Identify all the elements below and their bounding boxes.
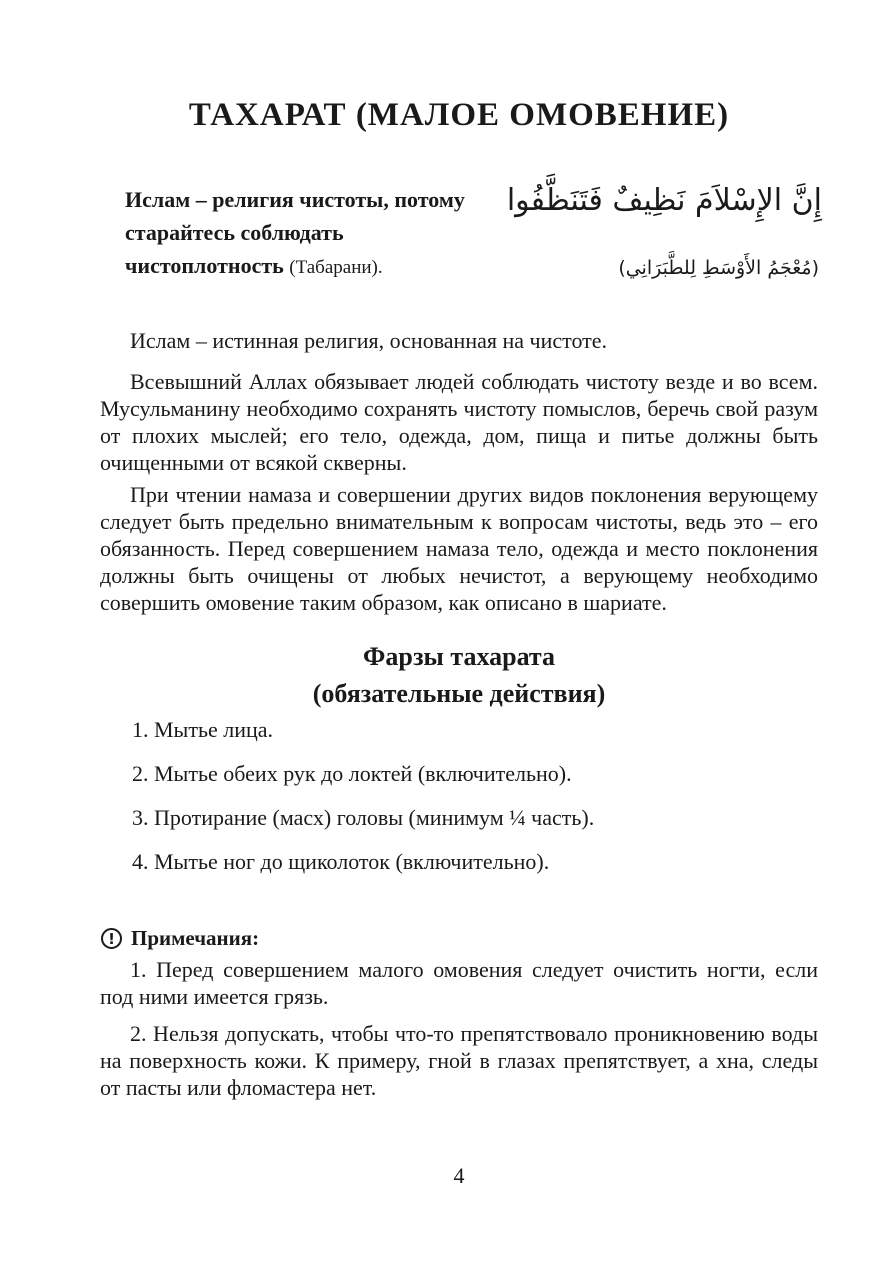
fard-subheading: (обязательные действия) xyxy=(312,679,606,708)
paragraph-2: При чтении намаза и совершении других видов поклонения верующему следует быть предельно внимательным к вопросам чистоты, ведь это – его обязанность. Перед совершением намаза тело, одежда и место поклонения должны быть очищены от любых нечистот, а верующему необходимо совершить омовение таким образом, как описано в шариате. xyxy=(100,482,818,615)
arabic-hadith: إِنَّ الإِسْلاَمَ نَظِيفٌ فَتَنَظَّفُوا xyxy=(506,183,822,218)
note-item: 1. Перед совершением малого омовения следует очистить ногти, если под ними имеется грязь. xyxy=(100,957,818,1009)
paragraph-1: Всевышний Аллах обязывает людей соблюдать чистоту везде и во всем. Мусульманину необходимо сохранять чистоту помыслов, беречь свой разум от плохих мыслей; его тело, одежда, дом, пища и питье должны быть очищенными от всякой скверны. xyxy=(100,369,818,475)
fard-item: 1. Мытье лица. xyxy=(132,717,274,742)
page-number: 4 xyxy=(453,1163,465,1188)
epigraph-source: (Табарани). xyxy=(289,257,383,278)
lead-paragraph: Ислам – истинная религия, основанная на чистоте. xyxy=(130,328,608,353)
fard-item: 2. Мытье обеих рук до локтей (включительно). xyxy=(132,761,572,786)
notes-heading xyxy=(101,926,259,951)
page-title: ТАХАРАТ (МАЛОЕ ОМОВЕНИЕ) xyxy=(188,97,730,133)
notes-title: Примечания: xyxy=(131,926,260,950)
exclamation-circle-icon: ! xyxy=(101,928,122,949)
fard-item: 4. Мытье ног до щиколоток (включительно). xyxy=(132,849,550,874)
note-item: 2. Нельзя допускать, чтобы что-то препятствовало проникновению воды на поверхность кожи. К примеру, гной в глазах препятствует, а хна, следы от пасты или фломастера нет. xyxy=(100,1021,818,1100)
arabic-hadith-source: (مُعْجَمُ الأَوْسَطِ لِلطَّبَرَانِي) xyxy=(618,257,819,279)
epigraph-translation xyxy=(125,183,465,284)
fard-item: 3. Протирание (масх) головы (минимум ¼ часть). xyxy=(132,805,595,830)
fard-heading: Фарзы тахарата xyxy=(363,642,555,671)
epigraph-text: Ислам – религия чистоты, потому старайтесь соблюдать чистоплотность xyxy=(125,187,465,278)
